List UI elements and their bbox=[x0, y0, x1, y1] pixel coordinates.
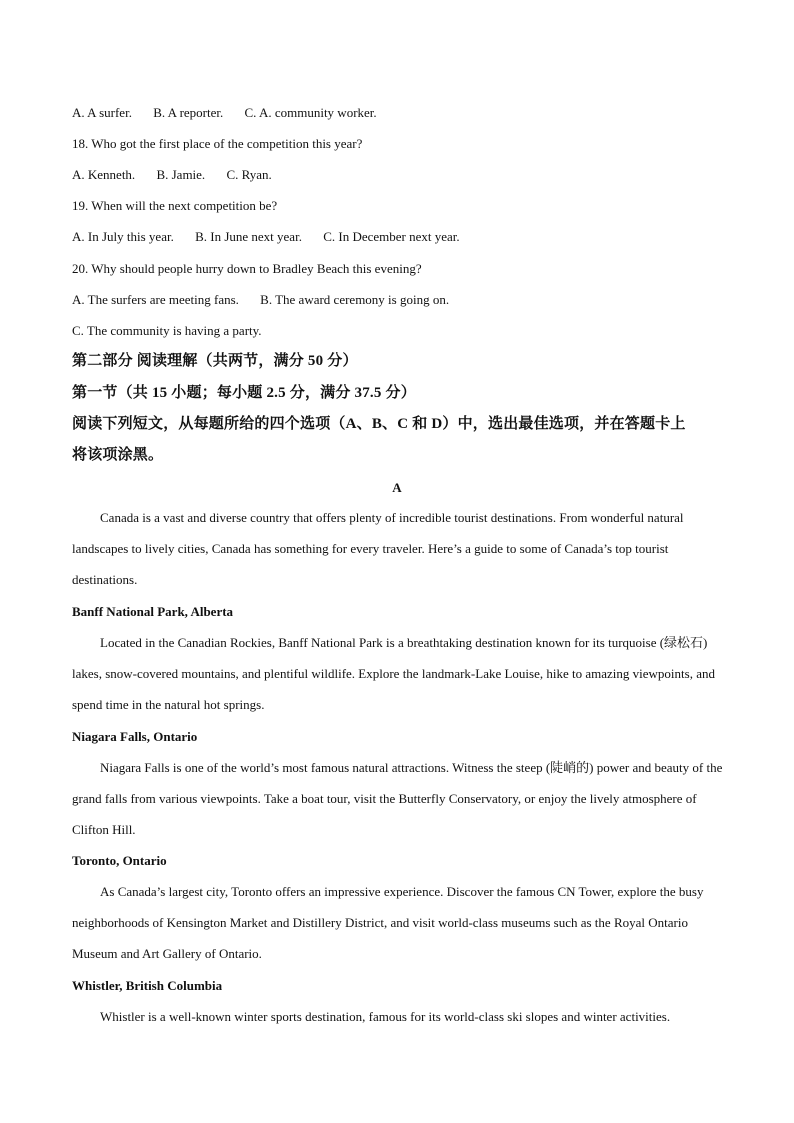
q18-options bbox=[72, 167, 724, 183]
section1-title: 第一节（共 15 小题；每小题 2.5 分，满分 37.5 分） bbox=[72, 385, 416, 401]
q20-option-c: C. The community is having a party. bbox=[72, 323, 262, 338]
q19-option-b: B. In June next year. bbox=[195, 229, 302, 244]
q20-option-a: A. The surfers are meeting fans. bbox=[72, 292, 239, 307]
instruction-line1: 阅读下列短文，从每题所给的四个选项（A、B、C 和 D）中，选出最佳选项，并在答题卡上 bbox=[72, 416, 686, 432]
q18-question: 18. Who got the first place of the competition this year? bbox=[72, 136, 363, 151]
q19-question: 19. When will the next competition be? bbox=[72, 198, 278, 213]
q17-option-c: C. A. community worker. bbox=[244, 105, 377, 120]
passage-label: A bbox=[392, 480, 402, 495]
passage-intro: Canada is a vast and diverse country that offers plenty of incredible tourist destinations. From wonderful natural landscapes to lively cities, Canada has something for every traveler. Here’s a guide to some of Canada’s top tourist destinations. bbox=[72, 510, 684, 587]
section-heading-toronto: Toronto, Ontario bbox=[72, 853, 167, 868]
section-heading-banff: Banff National Park, Alberta bbox=[72, 604, 234, 619]
q18-option-b: B. Jamie. bbox=[156, 167, 206, 182]
q20-question: 20. Why should people hurry down to Bradley Beach this evening? bbox=[72, 261, 422, 276]
q17-option-a: A. A surfer. bbox=[72, 105, 132, 120]
q19-option-a: A. In July this year. bbox=[72, 229, 174, 244]
section-heading-whistler: Whistler, British Columbia bbox=[72, 978, 223, 993]
section-body-toronto: As Canada’s largest city, Toronto offers an impressive experience. Discover the famous CN Tower, explore the busy neighborhoods of Kensington Market and Distillery District, and visit world-class museums such as the Royal Ontario Museum and Art Gallery of Ontario. bbox=[72, 884, 704, 961]
q18-option-c: C. Ryan. bbox=[226, 167, 272, 182]
part2-title: 第二部分 阅读理解（共两节，满分 50 分） bbox=[72, 353, 358, 369]
q20-options-ab bbox=[72, 292, 724, 308]
instruction-line2: 将该项涂黑。 bbox=[72, 447, 164, 463]
q19-options bbox=[72, 229, 724, 245]
q18-option-a: A. Kenneth. bbox=[72, 167, 136, 182]
section-body-whistler: Whistler is a well-known winter sports destination, famous for its world-class ski slopes and winter activities. bbox=[100, 1009, 671, 1024]
q19-option-c: C. In December next year. bbox=[323, 229, 460, 244]
section-heading-niagara: Niagara Falls, Ontario bbox=[72, 729, 198, 744]
q20-option-b: B. The award ceremony is going on. bbox=[260, 292, 450, 307]
section-body-banff: Located in the Canadian Rockies, Banff National Park is a breathtaking destination known for its turquoise (绿松石) lakes, snow-covered mountains, and plentiful wildlife. Explore the landmark-Lake Louise, hike to amazing viewpoints, and spend time in the natural hot springs. bbox=[72, 635, 715, 712]
q17-option-b: B. A reporter. bbox=[153, 105, 224, 120]
q17-options bbox=[72, 105, 724, 121]
section-body-niagara: Niagara Falls is one of the world’s most famous natural attractions. Witness the steep (陡峭的) power and beauty of the grand falls from various viewpoints. Take a boat tour, visit the Butterfly Conservatory, or enjoy the lively atmosphere of Clifton Hill. bbox=[72, 760, 723, 837]
